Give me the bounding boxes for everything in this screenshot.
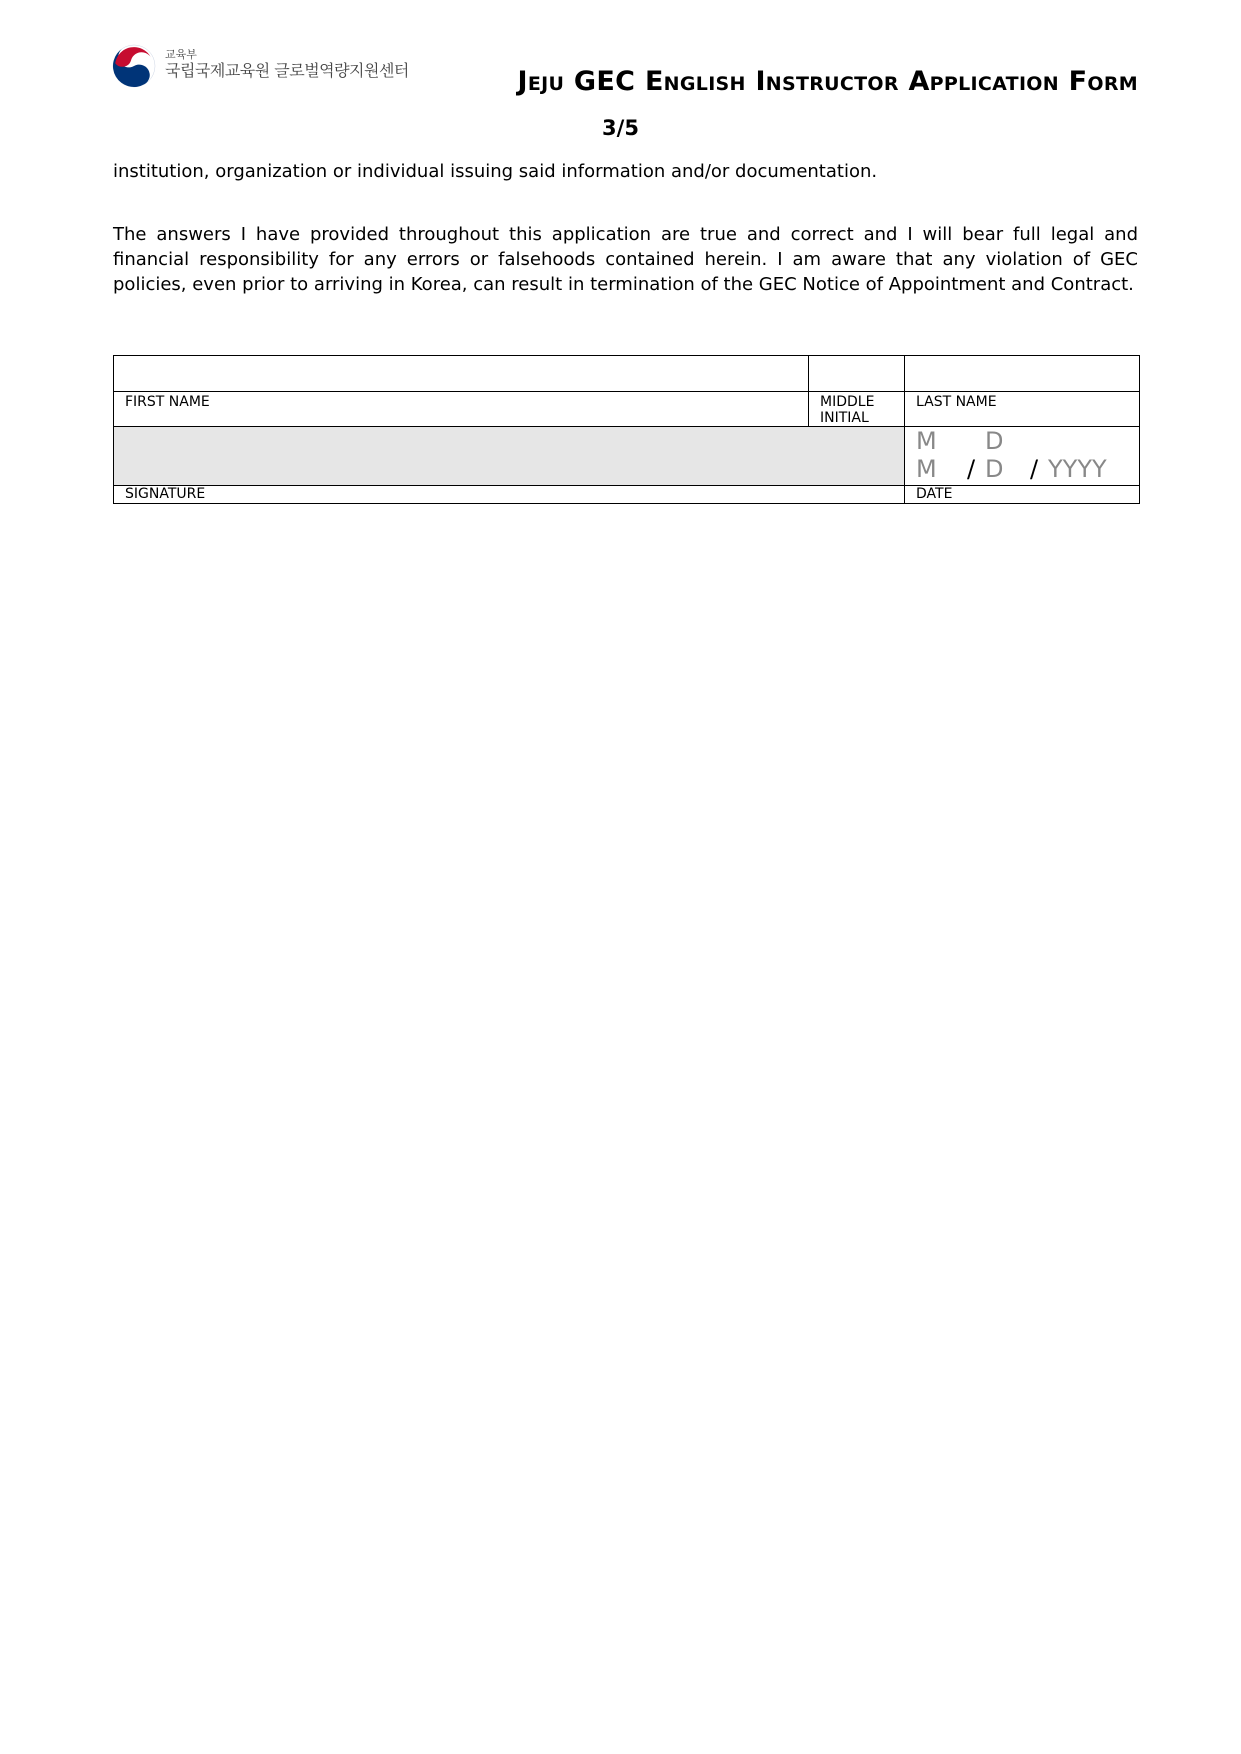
date-field[interactable] [905, 427, 1140, 486]
last-name-label: LAST NAME [905, 392, 1140, 427]
date-month-top: M [916, 427, 937, 455]
middle-label-line-1: MIDDLE [820, 394, 875, 410]
ministry-logo-icon [112, 44, 156, 88]
date-month-bottom: M [916, 455, 937, 483]
date-separator-1: / [967, 455, 976, 483]
signature-form [113, 355, 1140, 504]
last-name-field[interactable] [905, 356, 1140, 392]
signature-field[interactable] [114, 427, 905, 486]
page-indicator: 3/5 [602, 116, 639, 140]
middle-label-line-2: INITIAL [820, 410, 869, 426]
date-year: YYYY [1048, 455, 1107, 483]
center-name: 국립국제교육원 글로벌역량지원센터 [165, 61, 409, 80]
ministry-label: 교육부 [165, 48, 197, 61]
middle-initial-field[interactable] [809, 356, 905, 392]
date-day-top: D [985, 427, 1004, 455]
organization-name [165, 48, 409, 81]
paragraph-continuation: institution, organization or individual issuing said information and/or documentation. [113, 161, 878, 182]
declaration-paragraph: The answers I have provided throughout this application are true and correct and I will bear full legal and financial responsibility for any errors or falsehoods contained herein. I am aware that any violation of GEC policies, even prior to arriving in Korea, can result in termination of the GEC Notice of Appointment and Contract. [113, 224, 1138, 295]
form-title: Jeju GEC English Instructor Application Form [517, 66, 1138, 97]
date-label: DATE [905, 486, 1140, 504]
middle-initial-label [809, 392, 905, 427]
date-separator-2: / [1030, 455, 1039, 483]
signature-label: SIGNATURE [114, 486, 905, 504]
date-day-bottom: D [985, 455, 1004, 483]
first-name-label: FIRST NAME [114, 392, 809, 427]
first-name-field[interactable] [114, 356, 809, 392]
